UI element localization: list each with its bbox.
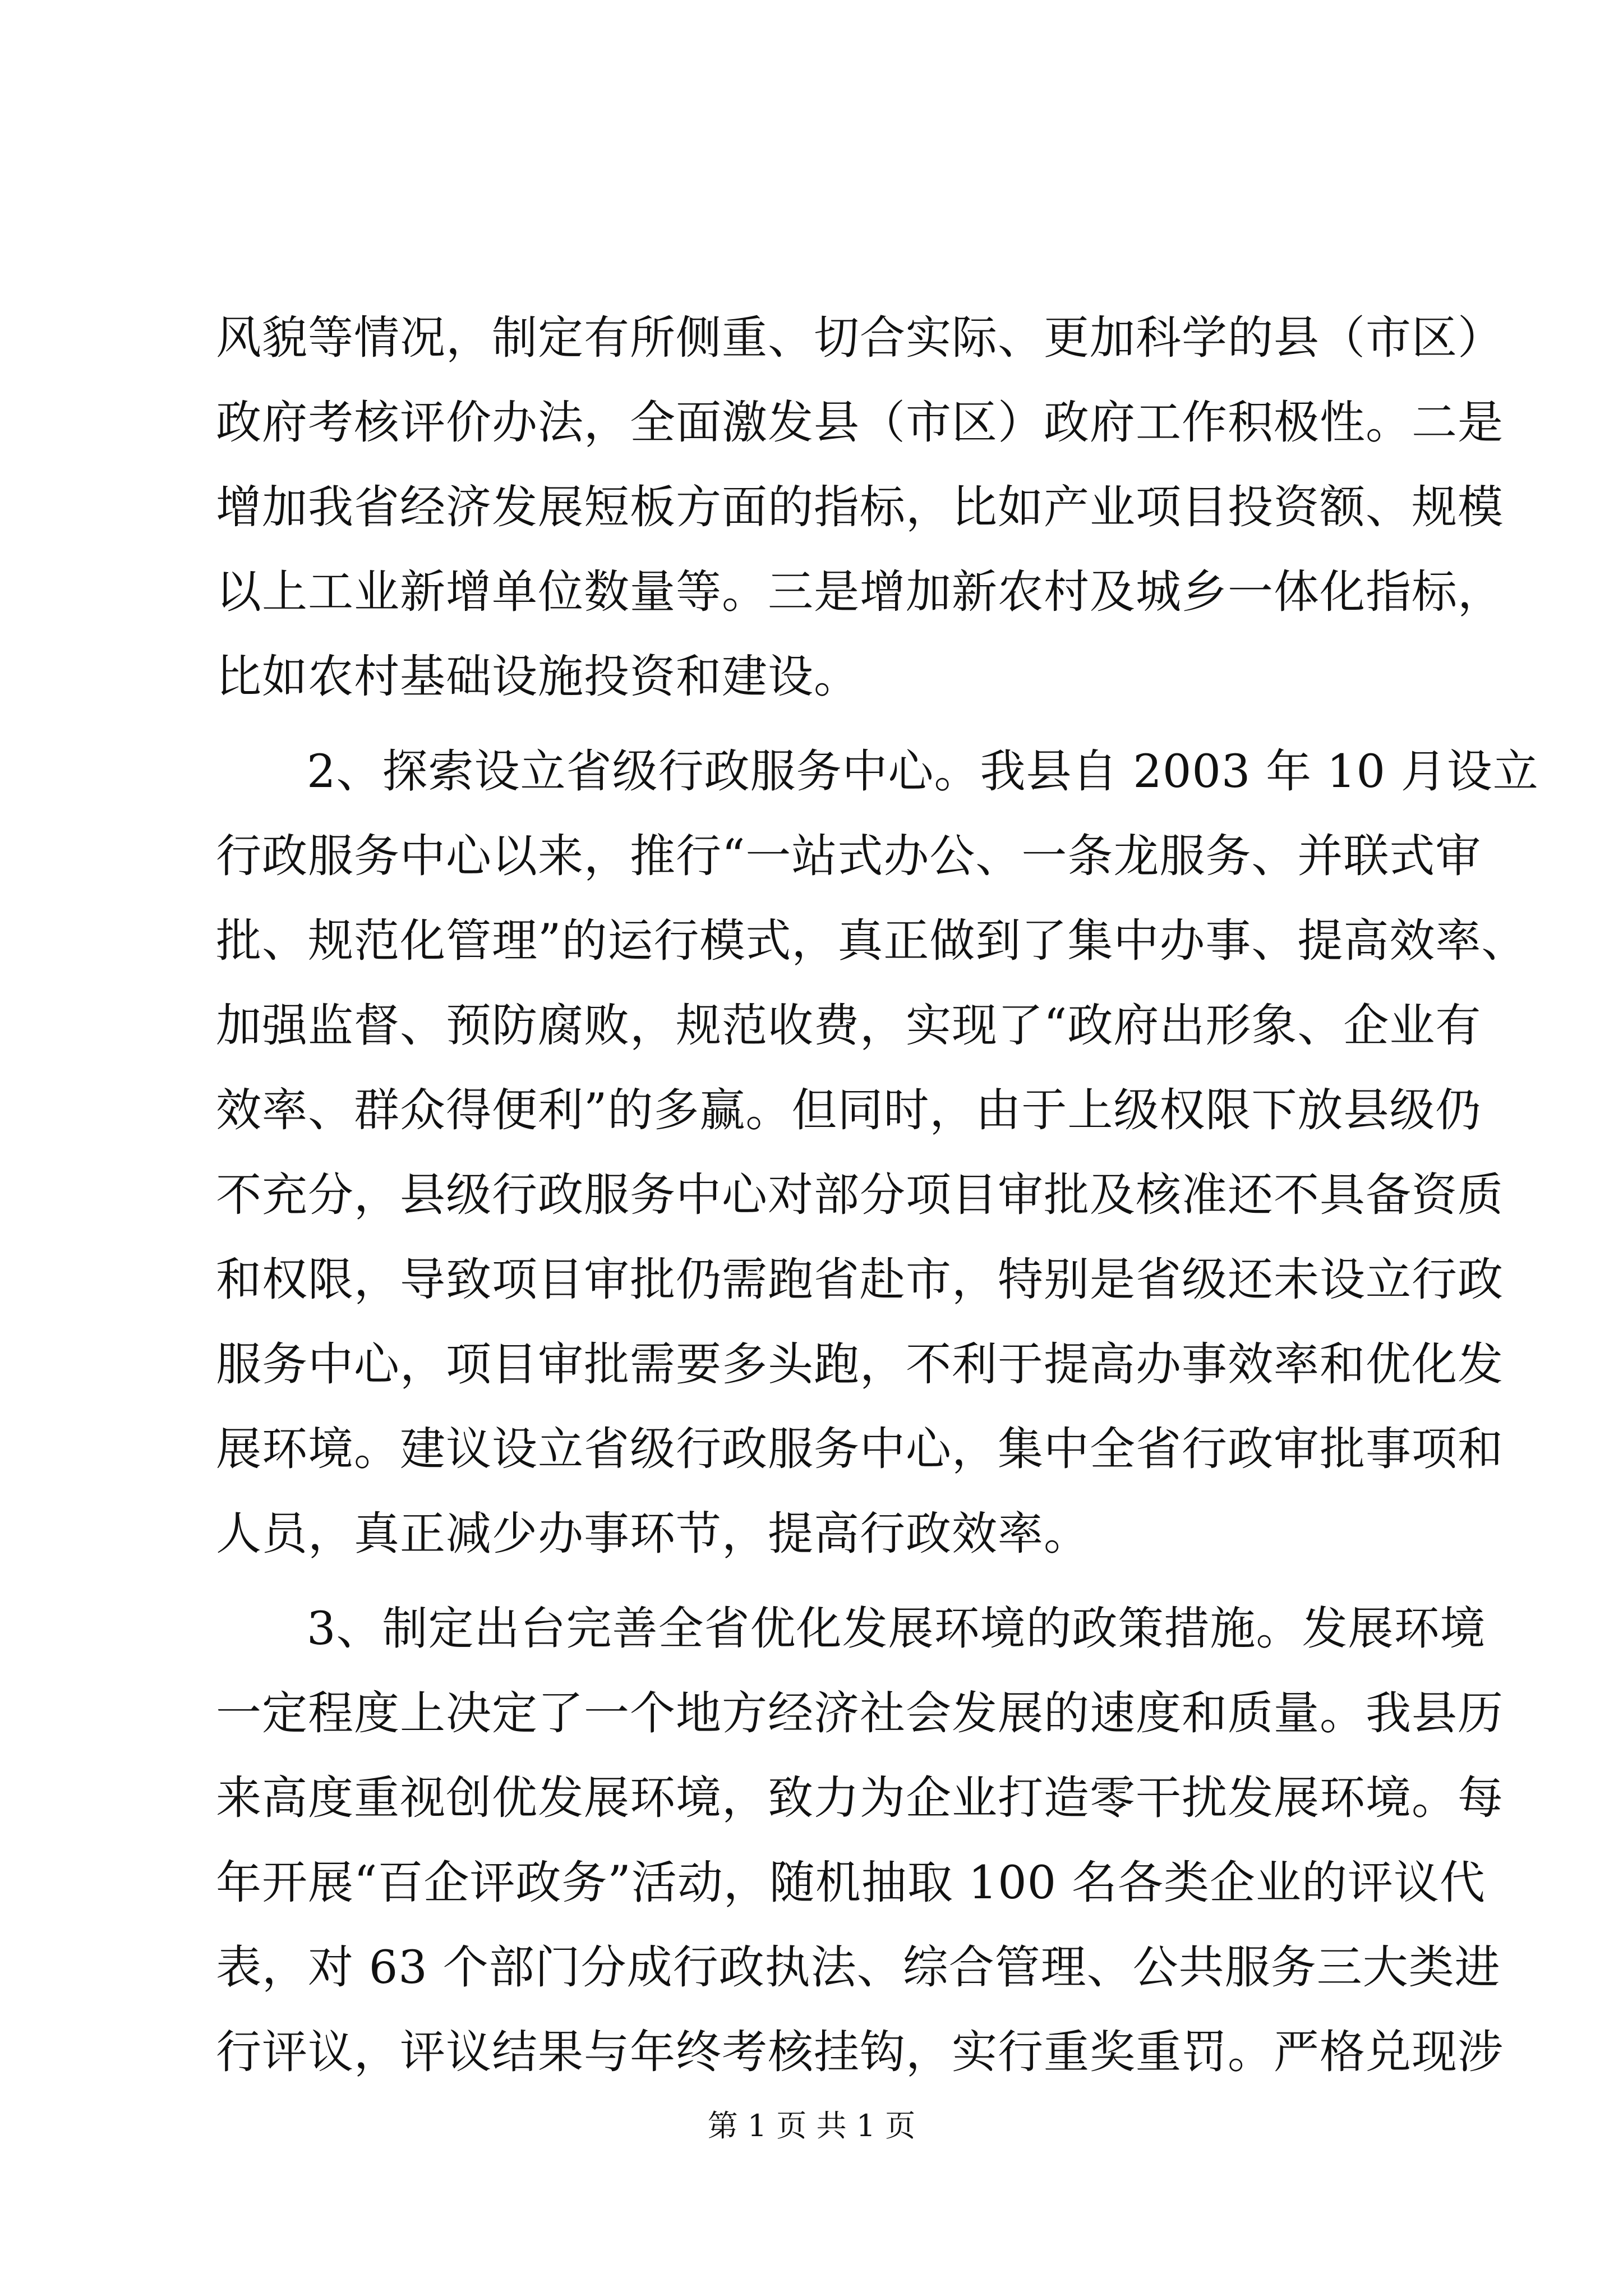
text-line: 人员，真正减少办事环节，提高行政效率。 [216,1508,1090,1561]
paragraph-2 [216,730,1539,1577]
text-line: 和权限，导致项目审批仍需跑省赴市，特别是省级还未设立行政 [216,1254,1504,1306]
text-line: 展环境。建议设立省级行政服务中心，集中全省行政审批事项和 [216,1423,1504,1476]
text-line: 政府考核评价办法，全面激发县（市区）政府工作积极性。二是 [216,397,1504,449]
text-line: 不充分，县级行政服务中心对部分项目审批及核准还不具备资质 [216,1169,1504,1222]
text-line: 年开展“百企评政务”活动，随机抽取 100 名各类企业的评议代 [216,1857,1486,1910]
document-body [216,296,1539,2095]
text-line: 比如农村基础设施投资和建设。 [216,651,860,703]
text-line: 增加我省经济发展短板方面的指标，比如产业项目投资额、规模 [216,481,1504,534]
text-line: 一定程度上决定了一个地方经济社会发展的速度和质量。我县历 [216,1687,1504,1740]
page-footer: 第 1 页 共 1 页 [707,2108,916,2143]
text-line: 服务中心，项目审批需要多头跑，不利于提高办事效率和优化发 [216,1338,1504,1391]
text-line: 行政服务中心以来，推行“一站式办公、一条龙服务、并联式审 [216,830,1482,883]
text-line: 加强监督、预防腐败，规范收费，实现了“政府出形象、企业有 [216,1000,1482,1052]
text-line: 3、制定出台完善全省优化发展环境的政策措施。发展环境 [307,1603,1486,1655]
text-line: 行评议，评议结果与年终考核挂钩，实行重奖重罚。严格兑现涉 [216,2026,1504,2079]
paragraph-1 [216,296,1504,720]
text-line: 以上工业新增单位数量等。三是增加新农村及城乡一体化指标， [216,566,1504,619]
text-line: 表，对 63 个部门分成行政执法、综合管理、公共服务三大类进 [216,1941,1501,1994]
text-line: 效率、群众得便利”的多赢。但同时，由于上级权限下放县级仍 [216,1084,1482,1137]
text-line: 批、规范化管理”的运行模式，真正做到了集中办事、提高效率、 [216,915,1528,968]
paragraph-3 [216,1587,1504,2095]
text-line: 来高度重视创优发展环境，致力为企业打造零干扰发展环境。每 [216,1772,1504,1825]
text-line: 2、探索设立省级行政服务中心。我县自 2003 年 10 月设立 [307,746,1539,798]
text-line: 风貌等情况，制定有所侧重、切合实际、更加科学的县（市区） [216,312,1504,365]
